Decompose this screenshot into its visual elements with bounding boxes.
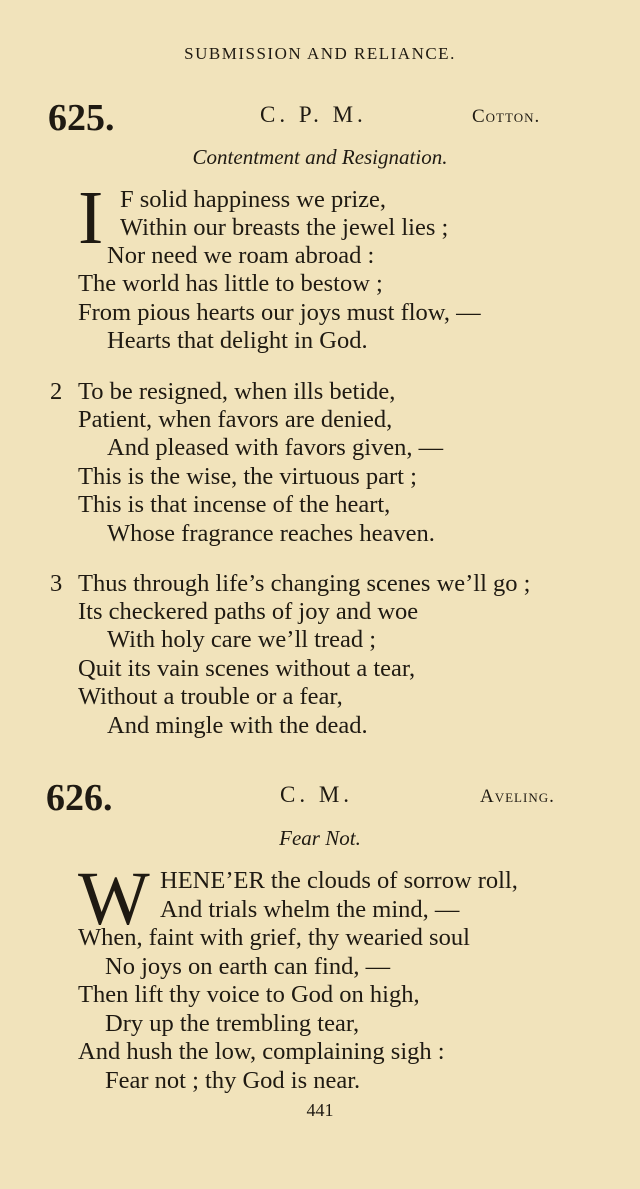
verse-line: No joys on earth can find, — bbox=[105, 953, 391, 980]
verse-line: Fear not ; thy God is near. bbox=[105, 1067, 361, 1094]
verse-line: Without a trouble or a fear, bbox=[78, 683, 343, 710]
stanza-number: 3 bbox=[50, 570, 63, 597]
verse-line: F solid happiness we prize, bbox=[120, 186, 387, 213]
hymn-meter: C. M. bbox=[280, 782, 354, 807]
hymn-625-header bbox=[0, 96, 640, 140]
verse-line: Quit its vain scenes without a tear, bbox=[78, 655, 416, 682]
verse-line: Within our breasts the jewel lies ; bbox=[120, 214, 449, 241]
verse-line: To be resigned, when ills betide, bbox=[78, 378, 396, 405]
verse-line: Then lift thy voice to God on high, bbox=[78, 981, 420, 1008]
drop-cap: I bbox=[78, 176, 104, 260]
verse-line: HENE’ER the clouds of sorrow roll, bbox=[160, 867, 518, 894]
drop-cap: W bbox=[78, 857, 150, 941]
running-head: SUBMISSION AND RELIANCE. bbox=[184, 44, 456, 63]
verse-line: And mingle with the dead. bbox=[107, 712, 368, 739]
hymn-subtitle: Contentment and Resignation. bbox=[192, 145, 448, 169]
verse-line: From pious hearts our joys must flow, — bbox=[78, 299, 481, 326]
tune-name: Cotton. bbox=[472, 106, 541, 127]
verse-line: And trials whelm the mind, — bbox=[160, 896, 460, 923]
verse-line: Nor need we roam abroad : bbox=[107, 242, 375, 269]
verse-line: Whose fragrance reaches heaven. bbox=[107, 520, 435, 547]
verse-line: The world has little to bestow ; bbox=[78, 270, 383, 297]
hymn-meter: C. P. M. bbox=[260, 102, 367, 127]
verse-line: When, faint with grief, thy wearied soul bbox=[78, 924, 470, 951]
verse-line: And pleased with favors given, — bbox=[107, 434, 444, 461]
page-number: 441 bbox=[306, 1100, 334, 1120]
verse-line: With holy care we’ll tread ; bbox=[107, 626, 377, 653]
verse-line: And hush the low, complaining sigh : bbox=[78, 1038, 445, 1065]
hymn-626-header bbox=[0, 776, 640, 820]
hymn-number: 626. bbox=[46, 777, 113, 819]
verse-line: Dry up the trembling tear, bbox=[105, 1010, 360, 1037]
verse-line: Hearts that delight in God. bbox=[107, 327, 368, 354]
verse-line: Thus through life’s changing scenes we’ll go ; bbox=[78, 570, 531, 597]
tune-name: Aveling. bbox=[480, 786, 555, 807]
hymn-number: 625. bbox=[48, 97, 115, 139]
stanza-number: 2 bbox=[50, 378, 63, 405]
verse-line: Its checkered paths of joy and woe bbox=[78, 598, 419, 625]
verse-line: This is that incense of the heart, bbox=[78, 491, 391, 518]
verse-line: Patient, when favors are denied, bbox=[78, 406, 393, 433]
verse-line: This is the wise, the virtuous part ; bbox=[78, 463, 417, 490]
hymn-subtitle: Fear Not. bbox=[279, 826, 361, 850]
